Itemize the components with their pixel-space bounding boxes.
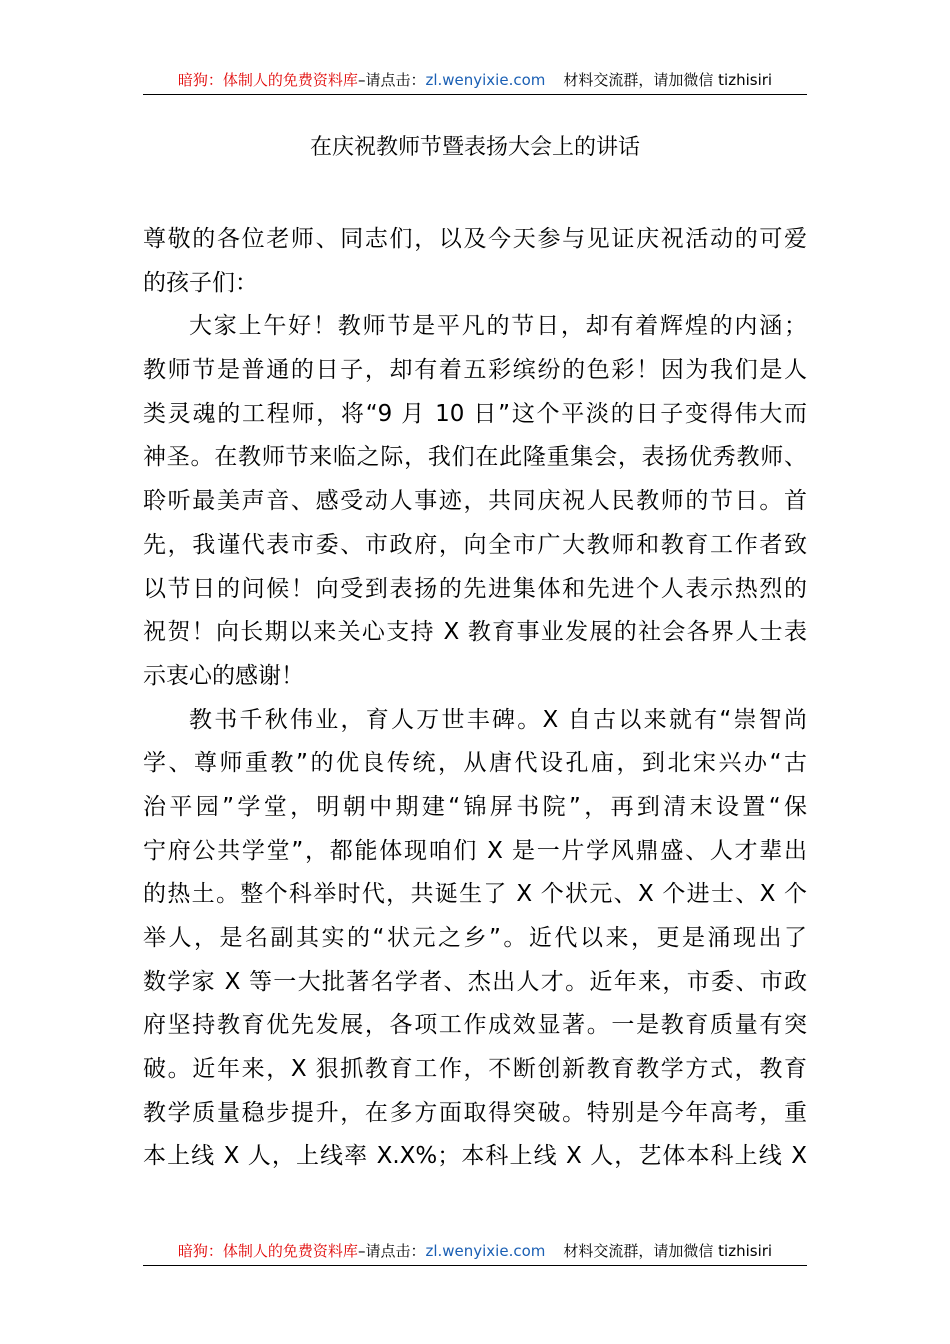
footer-banner [143, 1237, 807, 1266]
header-click-prompt: –请点击： [357, 71, 426, 89]
body-line: 教师节是普通的日子，却有着五彩缤纷的色彩！因为我们是人 [143, 357, 807, 384]
header-wechat: 材料交流群，请加微信 tizhisiri [563, 71, 773, 89]
header-banner [143, 66, 807, 95]
body-line: 学、尊师重教”的优良传统，从唐代设孔庙，到北宋兴办“古 [143, 750, 807, 777]
body-line: 类灵魂的工程师，将“9 月 10 日”这个平淡的日子变得伟大而 [143, 400, 807, 427]
body-line: 本上线 X 人，上线率 X.X%；本科上线 X 人，艺体本科上线 X [143, 1143, 807, 1170]
body-line: 先，我谨代表市委、市政府，向全市广大教师和教育工作者致 [143, 531, 807, 558]
body-line: 教书千秋伟业，育人万世丰碑。X 自古以来就有“崇智尚 [189, 706, 807, 733]
body-line: 以节日的问候！向受到表扬的先进集体和先进个人表示热烈的 [143, 575, 807, 602]
body-line: 神圣。在教师节来临之际，我们在此隆重集会，表扬优秀教师、 [143, 444, 807, 471]
body-line: 示衷心的感谢！ [143, 662, 304, 689]
body-line: 的孩子们： [143, 269, 258, 296]
footer-click-prompt: –请点击： [357, 1242, 426, 1260]
body-line: 宁府公共学堂”，都能体现咱们 X 是一片学风鼎盛、人才辈出 [143, 837, 807, 864]
document-body [143, 218, 807, 1179]
body-line: 治平园”学堂，明朝中期建“锦屏书院”，再到清末设置“保 [143, 793, 807, 820]
body-line: 数学家 X 等一大批著名学者、杰出人才。近年来，市委、市政 [143, 968, 807, 995]
body-line: 府坚持教育优先发展，各项工作成效显著。一是教育质量有突 [143, 1012, 807, 1039]
body-line: 的热土。整个科举时代，共诞生了 X 个状元、X 个进士、X 个 [143, 881, 807, 908]
body-line: 教学质量稳步提升，在多方面取得突破。特别是今年高考，重 [143, 1099, 807, 1126]
body-line: 尊敬的各位老师、同志们，以及今天参与见证庆祝活动的可爱 [143, 226, 807, 252]
header-link[interactable]: zl.wenyixie.com [425, 71, 546, 89]
body-line: 破。近年来，X 狠抓教育工作，不断创新教育教学方式，教育 [143, 1056, 807, 1083]
footer-site-name: 暗狗：体制人的免费资料库 [177, 1242, 358, 1260]
footer-link[interactable]: zl.wenyixie.com [425, 1242, 546, 1260]
document-title: 在庆祝教师节暨表扬大会上的讲话 [309, 135, 640, 160]
body-line: 聆听最美声音、感受动人事迹，共同庆祝人民教师的节日。首 [143, 488, 807, 515]
header-site-name: 暗狗：体制人的免费资料库 [177, 71, 358, 89]
body-line: 大家上午好！教师节是平凡的节日，却有着辉煌的内涵； [189, 313, 807, 340]
body-line: 举人，是名副其实的“状元之乡”。近代以来，更是涌现出了 [143, 925, 807, 951]
body-line: 祝贺！向长期以来关心支持 X 教育事业发展的社会各界人士表 [143, 619, 807, 646]
footer-wechat: 材料交流群，请加微信 tizhisiri [563, 1242, 773, 1260]
